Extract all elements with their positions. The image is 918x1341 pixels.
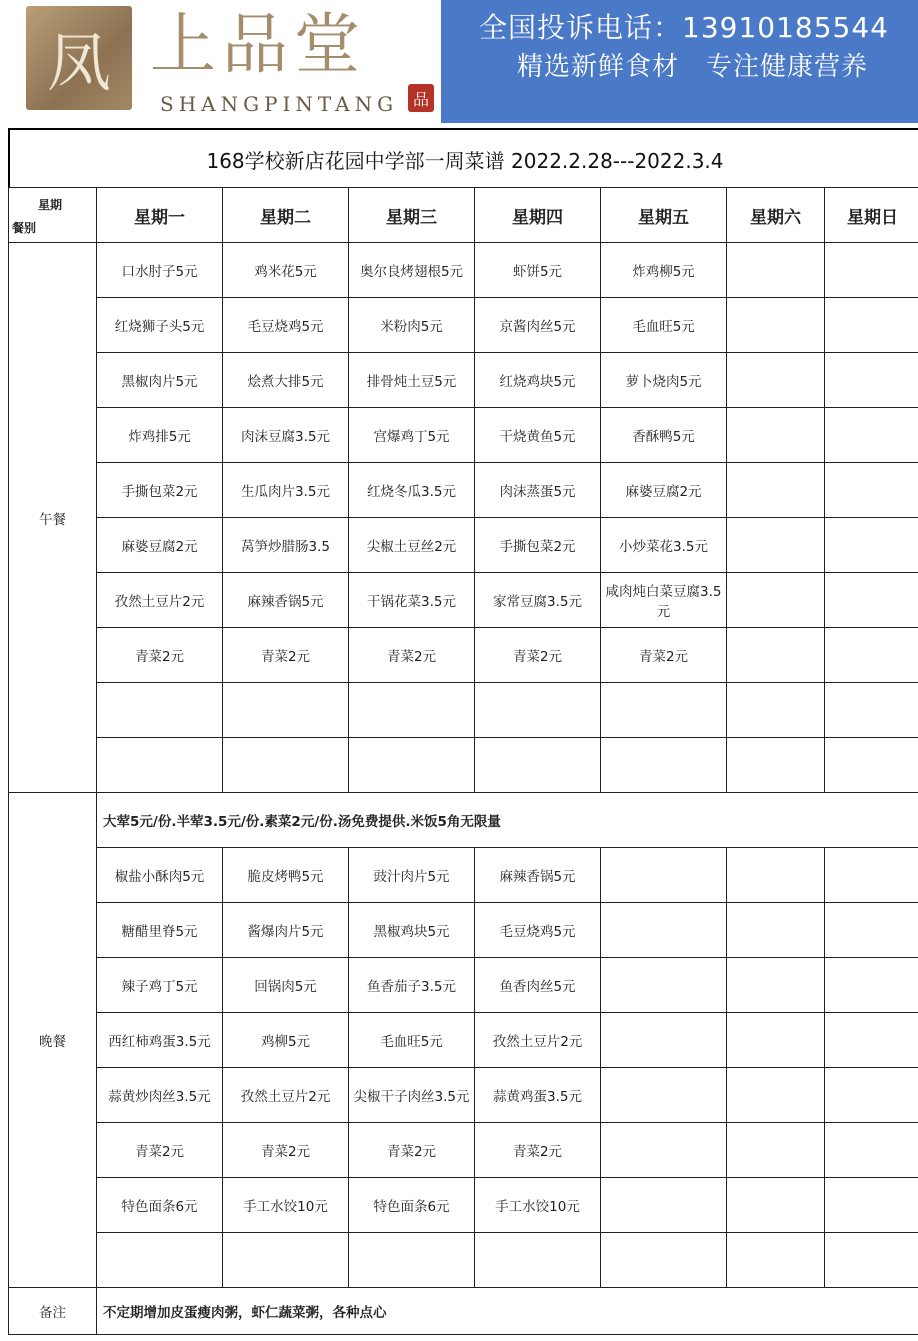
day-header: 星期四 xyxy=(475,188,601,243)
dish-cell xyxy=(223,1233,349,1288)
dish-cell: 特色面条6元 xyxy=(349,1178,475,1233)
dish-cell: 青菜2元 xyxy=(97,1123,223,1178)
dish-cell: 米粉肉5元 xyxy=(349,298,475,353)
dish-cell: 毛血旺5元 xyxy=(349,1013,475,1068)
corner-weekday-label: 星期 xyxy=(37,198,62,212)
dish-cell: 糖醋里脊5元 xyxy=(97,903,223,958)
table-row xyxy=(9,573,918,628)
dish-cell xyxy=(727,518,825,573)
dish-cell: 排骨炖土豆5元 xyxy=(349,353,475,408)
dish-cell xyxy=(825,408,918,463)
corner-meal-label: 餐别 xyxy=(12,221,37,235)
dish-cell xyxy=(825,1013,918,1068)
dish-cell xyxy=(475,738,601,793)
dish-cell: 回锅肉5元 xyxy=(223,958,349,1013)
page-header xyxy=(0,0,918,123)
dish-cell: 干锅花菜3.5元 xyxy=(349,573,475,628)
menu-table xyxy=(8,187,918,1335)
dish-cell xyxy=(825,683,918,738)
dish-cell: 炸鸡柳5元 xyxy=(601,243,727,298)
day-header: 星期六 xyxy=(727,188,825,243)
dish-cell xyxy=(727,1178,825,1233)
dish-cell xyxy=(601,1123,727,1178)
table-row xyxy=(9,463,918,518)
dish-cell: 尖椒土豆丝2元 xyxy=(349,518,475,573)
table-row xyxy=(9,1178,918,1233)
dish-cell xyxy=(825,1178,918,1233)
dish-cell: 辣子鸡丁5元 xyxy=(97,958,223,1013)
dish-cell xyxy=(825,353,918,408)
table-row xyxy=(9,1013,918,1068)
dish-cell xyxy=(825,573,918,628)
contact-banner xyxy=(441,0,918,123)
dish-cell xyxy=(825,1233,918,1288)
dish-cell xyxy=(727,298,825,353)
dish-cell: 手工水饺10元 xyxy=(475,1178,601,1233)
dish-cell: 麻婆豆腐2元 xyxy=(601,463,727,518)
table-row xyxy=(9,353,918,408)
dish-cell: 干烧黄鱼5元 xyxy=(475,408,601,463)
dish-cell xyxy=(825,518,918,573)
day-header: 星期二 xyxy=(223,188,349,243)
dish-cell xyxy=(349,1233,475,1288)
dish-cell xyxy=(475,683,601,738)
dish-cell xyxy=(727,1013,825,1068)
dish-cell: 孜然土豆片2元 xyxy=(223,1068,349,1123)
table-row xyxy=(9,1288,918,1335)
dish-cell xyxy=(97,1233,223,1288)
dish-cell xyxy=(601,738,727,793)
dish-cell: 家常豆腐3.5元 xyxy=(475,573,601,628)
table-row xyxy=(9,1123,918,1178)
table-row xyxy=(9,848,918,903)
logo-english-name: SHANGPINTANG xyxy=(160,92,399,116)
remark-label: 备注 xyxy=(9,1288,97,1335)
table-row xyxy=(9,1233,918,1288)
day-header: 星期一 xyxy=(97,188,223,243)
dish-cell: 毛豆烧鸡5元 xyxy=(475,903,601,958)
table-row xyxy=(9,793,918,848)
dish-cell xyxy=(601,1178,727,1233)
dish-cell: 炸鸡排5元 xyxy=(97,408,223,463)
dish-cell: 青菜2元 xyxy=(475,1123,601,1178)
dish-cell: 青菜2元 xyxy=(223,1123,349,1178)
dish-cell xyxy=(601,1233,727,1288)
dish-cell: 口水肘子5元 xyxy=(97,243,223,298)
dish-cell: 鱼香茄子3.5元 xyxy=(349,958,475,1013)
table-row xyxy=(9,243,918,298)
dish-cell xyxy=(349,683,475,738)
dish-cell xyxy=(825,463,918,518)
dish-cell xyxy=(825,848,918,903)
dish-cell xyxy=(825,243,918,298)
dish-cell xyxy=(727,353,825,408)
dish-cell xyxy=(727,463,825,518)
dish-cell: 鸡米花5元 xyxy=(223,243,349,298)
day-header: 星期五 xyxy=(601,188,727,243)
dish-cell: 毛豆烧鸡5元 xyxy=(223,298,349,353)
dish-cell: 青菜2元 xyxy=(97,628,223,683)
dish-cell xyxy=(727,628,825,683)
table-row xyxy=(9,903,918,958)
dish-cell: 孜然土豆片2元 xyxy=(475,1013,601,1068)
dish-cell xyxy=(601,683,727,738)
table-row xyxy=(9,628,918,683)
dish-cell: 手工水饺10元 xyxy=(223,1178,349,1233)
dish-cell xyxy=(727,738,825,793)
dish-cell xyxy=(475,1233,601,1288)
dish-cell: 宫爆鸡丁5元 xyxy=(349,408,475,463)
day-header: 星期日 xyxy=(825,188,918,243)
dish-cell: 尖椒干子肉丝3.5元 xyxy=(349,1068,475,1123)
dish-cell xyxy=(727,683,825,738)
dish-cell: 青菜2元 xyxy=(349,1123,475,1178)
dish-cell: 红烧冬瓜3.5元 xyxy=(349,463,475,518)
dish-cell: 青菜2元 xyxy=(223,628,349,683)
dish-cell: 酱爆肉片5元 xyxy=(223,903,349,958)
dish-cell xyxy=(825,958,918,1013)
complaint-hotline: 全国投诉电话：13910185544 xyxy=(479,11,889,44)
dish-cell: 鱼香肉丝5元 xyxy=(475,958,601,1013)
dish-cell: 毛血旺5元 xyxy=(601,298,727,353)
dish-cell: 豉汁肉片5元 xyxy=(349,848,475,903)
dish-cell: 萝卜烧肉5元 xyxy=(601,353,727,408)
dish-cell xyxy=(727,573,825,628)
dish-cell: 黑椒肉片5元 xyxy=(97,353,223,408)
dish-cell xyxy=(727,1123,825,1178)
logo-emblem-icon: 凤 xyxy=(26,6,132,110)
dish-cell xyxy=(97,738,223,793)
dish-cell xyxy=(601,1013,727,1068)
dish-cell: 手撕包菜2元 xyxy=(475,518,601,573)
dish-cell: 红烧狮子头5元 xyxy=(97,298,223,353)
slogan: 精选新鲜食材 专注健康营养 xyxy=(517,52,869,82)
meal-label-lunch: 午餐 xyxy=(9,243,97,793)
dish-cell xyxy=(825,1123,918,1178)
table-row xyxy=(9,408,918,463)
dish-cell: 手撕包菜2元 xyxy=(97,463,223,518)
dish-cell xyxy=(825,628,918,683)
dish-cell xyxy=(825,903,918,958)
dish-cell: 椒盐小酥肉5元 xyxy=(97,848,223,903)
dish-cell xyxy=(825,298,918,353)
table-row xyxy=(9,518,918,573)
dish-cell: 青菜2元 xyxy=(475,628,601,683)
day-header: 星期三 xyxy=(349,188,475,243)
dish-cell: 京酱肉丝5元 xyxy=(475,298,601,353)
dish-cell xyxy=(727,408,825,463)
table-row xyxy=(9,738,918,793)
meal-label-dinner: 晚餐 xyxy=(9,793,97,1288)
dish-cell xyxy=(223,683,349,738)
brand-logo xyxy=(0,0,440,123)
dish-cell xyxy=(825,1068,918,1123)
table-row xyxy=(9,1068,918,1123)
dish-cell: 肉沫蒸蛋5元 xyxy=(475,463,601,518)
dish-cell xyxy=(727,1068,825,1123)
dish-cell: 麻辣香锅5元 xyxy=(223,573,349,628)
dish-cell xyxy=(825,738,918,793)
dish-cell xyxy=(727,1233,825,1288)
table-row xyxy=(9,298,918,353)
dish-cell: 西红柿鸡蛋3.5元 xyxy=(97,1013,223,1068)
dish-cell: 蒜黄炒肉丝3.5元 xyxy=(97,1068,223,1123)
dish-cell: 青菜2元 xyxy=(349,628,475,683)
header-row xyxy=(9,188,918,243)
dish-cell: 特色面条6元 xyxy=(97,1178,223,1233)
dish-cell xyxy=(727,958,825,1013)
dish-cell: 小炒菜花3.5元 xyxy=(601,518,727,573)
dish-cell: 虾饼5元 xyxy=(475,243,601,298)
seal-stamp-icon: 品 xyxy=(408,84,434,112)
dish-cell: 奥尔良烤翅根5元 xyxy=(349,243,475,298)
dish-cell: 咸肉炖白菜豆腐3.5元 xyxy=(601,573,727,628)
logo-chinese-name: 上品堂 xyxy=(150,6,366,83)
dish-cell: 脆皮烤鸭5元 xyxy=(223,848,349,903)
dish-cell: 孜然土豆片2元 xyxy=(97,573,223,628)
dish-cell: 肉沫豆腐3.5元 xyxy=(223,408,349,463)
dish-cell: 麻辣香锅5元 xyxy=(475,848,601,903)
dish-cell: 香酥鸭5元 xyxy=(601,408,727,463)
dish-cell xyxy=(727,848,825,903)
dish-cell xyxy=(223,738,349,793)
dish-cell: 青菜2元 xyxy=(601,628,727,683)
dish-cell xyxy=(601,1068,727,1123)
table-row xyxy=(9,958,918,1013)
dish-cell xyxy=(601,848,727,903)
dish-cell xyxy=(601,903,727,958)
price-note: 大荤5元/份.半荤3.5元/份.素菜2元/份.汤免费提供.米饭5角无限量 xyxy=(97,793,918,848)
dish-cell: 黑椒鸡块5元 xyxy=(349,903,475,958)
dish-cell xyxy=(727,243,825,298)
dish-cell: 生瓜肉片3.5元 xyxy=(223,463,349,518)
dish-cell xyxy=(601,958,727,1013)
dish-cell xyxy=(727,903,825,958)
dish-cell: 烩煮大排5元 xyxy=(223,353,349,408)
corner-cell xyxy=(9,188,97,243)
dish-cell: 麻婆豆腐2元 xyxy=(97,518,223,573)
remark-text: 不定期增加皮蛋瘦肉粥，虾仁蔬菜粥，各种点心 xyxy=(97,1288,918,1335)
menu-title: 168学校新店花园中学部一周菜谱 2022.2.28---2022.3.4 xyxy=(8,128,918,188)
dish-cell: 蒜黄鸡蛋3.5元 xyxy=(475,1068,601,1123)
dish-cell: 莴笋炒腊肠3.5 xyxy=(223,518,349,573)
dish-cell: 红烧鸡块5元 xyxy=(475,353,601,408)
dish-cell xyxy=(349,738,475,793)
dish-cell xyxy=(97,683,223,738)
dish-cell: 鸡柳5元 xyxy=(223,1013,349,1068)
table-row xyxy=(9,683,918,738)
